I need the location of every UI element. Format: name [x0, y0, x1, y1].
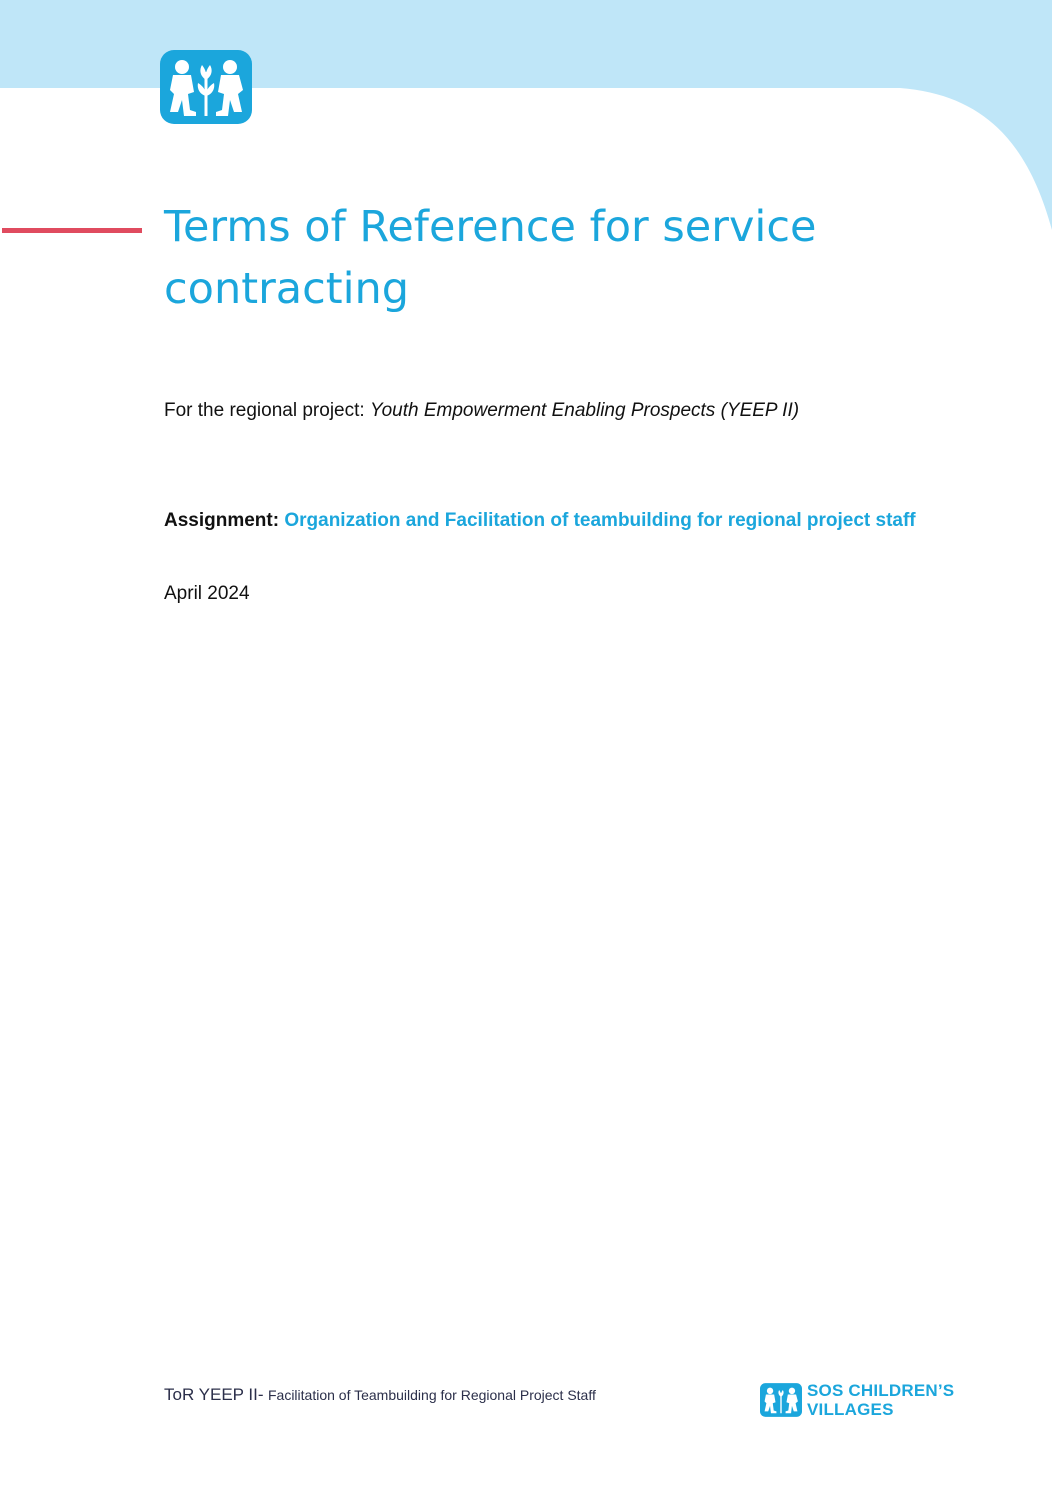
document-date: April 2024	[164, 583, 250, 604]
project-line	[164, 398, 799, 424]
project-name: Youth Empowerment Enabling Prospects (YEEP II)	[369, 400, 800, 421]
assignment-line	[164, 508, 916, 534]
footer-doc-code: ToR YEEP II-	[164, 1385, 264, 1404]
sos-children-logo-icon	[160, 50, 252, 124]
footer-brand-line1: SOS CHILDREN’S	[807, 1381, 955, 1400]
footer-text	[164, 1385, 596, 1405]
assignment-label: Assignment:	[164, 510, 280, 531]
sos-children-small-logo-icon	[760, 1383, 802, 1417]
footer-brand-logo	[760, 1381, 970, 1421]
footer-doc-description: Facilitation of Teambuilding for Regional Project Staff	[267, 1387, 596, 1403]
title-accent-line	[2, 228, 142, 233]
footer-brand-name	[807, 1381, 954, 1419]
document-title: Terms of Reference for service contracting	[164, 202, 817, 314]
assignment-value: Organization and Facilitation of teambuilding for regional project staff	[284, 510, 916, 531]
project-label: For the regional project:	[164, 400, 365, 421]
footer-brand-line2: VILLAGES	[807, 1400, 894, 1419]
